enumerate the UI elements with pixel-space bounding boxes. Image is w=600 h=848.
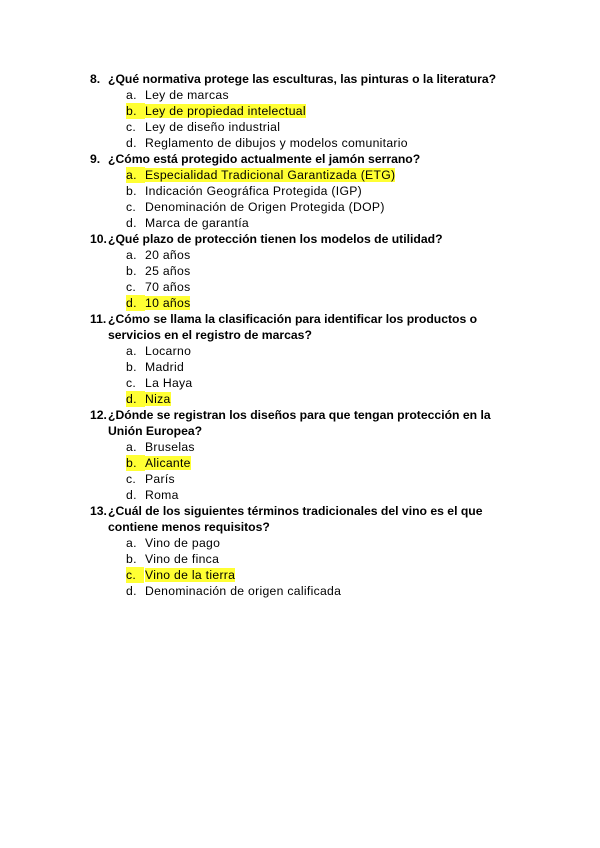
option-letter: a. [126, 248, 137, 262]
question-number: 10. [90, 232, 107, 246]
question-number: 12. [90, 408, 107, 422]
question-11 [90, 311, 510, 407]
option-text: Indicación Geográfica Protegida (IGP) [145, 184, 363, 198]
option-a-highlighted [90, 167, 510, 183]
option-letter: a. [126, 344, 137, 358]
option-text: Locarno [145, 344, 192, 358]
question-text: ¿Qué normativa protege las esculturas, las pinturas o la literatura? [108, 72, 497, 86]
option-d-highlighted [90, 391, 510, 407]
option-d [90, 487, 510, 503]
option-list [90, 535, 510, 599]
option-letter: b. [126, 264, 137, 278]
option-text: Ley de diseño industrial [145, 120, 281, 134]
option-a [90, 535, 510, 551]
option-letter: b. [126, 360, 137, 374]
question-number: 9. [90, 152, 101, 166]
option-letter: c. [126, 567, 144, 583]
option-text: Ley de propiedad intelectual [145, 104, 306, 118]
option-text: París [145, 472, 175, 486]
option-letter: c. [126, 120, 137, 134]
option-text: Madrid [145, 360, 185, 374]
option-letter: c. [126, 200, 137, 214]
option-letter: b. [126, 184, 137, 198]
option-d [90, 215, 510, 231]
option-letter: b. [126, 552, 137, 566]
option-letter: d. [126, 584, 137, 598]
option-c [90, 279, 510, 295]
option-a [90, 343, 510, 359]
option-text: Marca de garantía [145, 216, 250, 230]
question-text: ¿Dónde se registran los diseños para que tengan protección en la Unión Europea? [108, 408, 491, 438]
option-list [90, 439, 510, 503]
option-letter: b. [126, 455, 145, 471]
option-text: 25 años [145, 264, 191, 278]
option-c [90, 471, 510, 487]
option-list [90, 87, 510, 151]
option-letter: d. [126, 216, 137, 230]
option-text: La Haya [145, 376, 193, 390]
option-text: 10 años [145, 296, 191, 310]
option-b-highlighted [90, 455, 510, 471]
option-text: Alicante [145, 456, 191, 470]
question-10 [90, 231, 510, 311]
option-text: Reglamento de dibujos y modelos comunitario [145, 136, 408, 150]
option-letter: d. [126, 136, 137, 150]
option-a [90, 439, 510, 455]
option-letter: a. [126, 88, 137, 102]
question-8 [90, 71, 510, 151]
question-text: ¿Cómo está protegido actualmente el jamón serrano? [108, 152, 421, 166]
option-text: 20 años [145, 248, 191, 262]
option-list [90, 167, 510, 231]
option-a [90, 247, 510, 263]
option-d-highlighted [90, 295, 510, 311]
option-b [90, 183, 510, 199]
question-12 [90, 407, 510, 503]
option-b-highlighted [90, 103, 510, 119]
option-letter: a. [126, 167, 145, 183]
question-text: ¿Cómo se llama la clasificación para identificar los productos o servicios en el registro de marcas? [108, 312, 478, 342]
question-text: ¿Qué plazo de protección tienen los modelos de utilidad? [108, 232, 443, 246]
option-letter: c. [126, 472, 137, 486]
option-text: Vino de pago [145, 536, 221, 550]
option-letter: c. [126, 280, 137, 294]
option-b [90, 359, 510, 375]
option-a [90, 87, 510, 103]
option-letter: d. [126, 488, 137, 502]
option-d [90, 583, 510, 599]
option-c [90, 199, 510, 215]
option-text: Vino de finca [145, 552, 220, 566]
option-b [90, 551, 510, 567]
option-d [90, 135, 510, 151]
option-letter: a. [126, 440, 137, 454]
option-c [90, 119, 510, 135]
option-letter: d. [126, 295, 145, 311]
question-9 [90, 151, 510, 231]
option-letter: a. [126, 536, 137, 550]
option-c-highlighted [90, 567, 510, 583]
option-text: Bruselas [145, 440, 195, 454]
option-text: Niza [145, 392, 171, 406]
question-number: 11. [90, 312, 107, 326]
option-letter: b. [126, 103, 145, 119]
question-13 [90, 503, 510, 599]
option-text: Denominación de Origen Protegida (DOP) [145, 200, 385, 214]
option-text: Especialidad Tradicional Garantizada (ETG) [145, 168, 396, 182]
option-b [90, 263, 510, 279]
question-number: 8. [90, 72, 101, 86]
option-letter: d. [126, 391, 145, 407]
question-number: 13. [90, 504, 107, 518]
option-text: Vino de la tierra [145, 568, 236, 582]
question-text: ¿Cuál de los siguientes términos tradicionales del vino es el que contiene menos requisitos? [108, 504, 483, 534]
option-c [90, 375, 510, 391]
option-list [90, 343, 510, 407]
option-text: Roma [145, 488, 179, 502]
option-letter: c. [126, 376, 137, 390]
option-text: Ley de marcas [145, 88, 229, 102]
option-text: 70 años [145, 280, 191, 294]
option-list [90, 247, 510, 311]
option-text: Denominación de origen calificada [145, 584, 342, 598]
